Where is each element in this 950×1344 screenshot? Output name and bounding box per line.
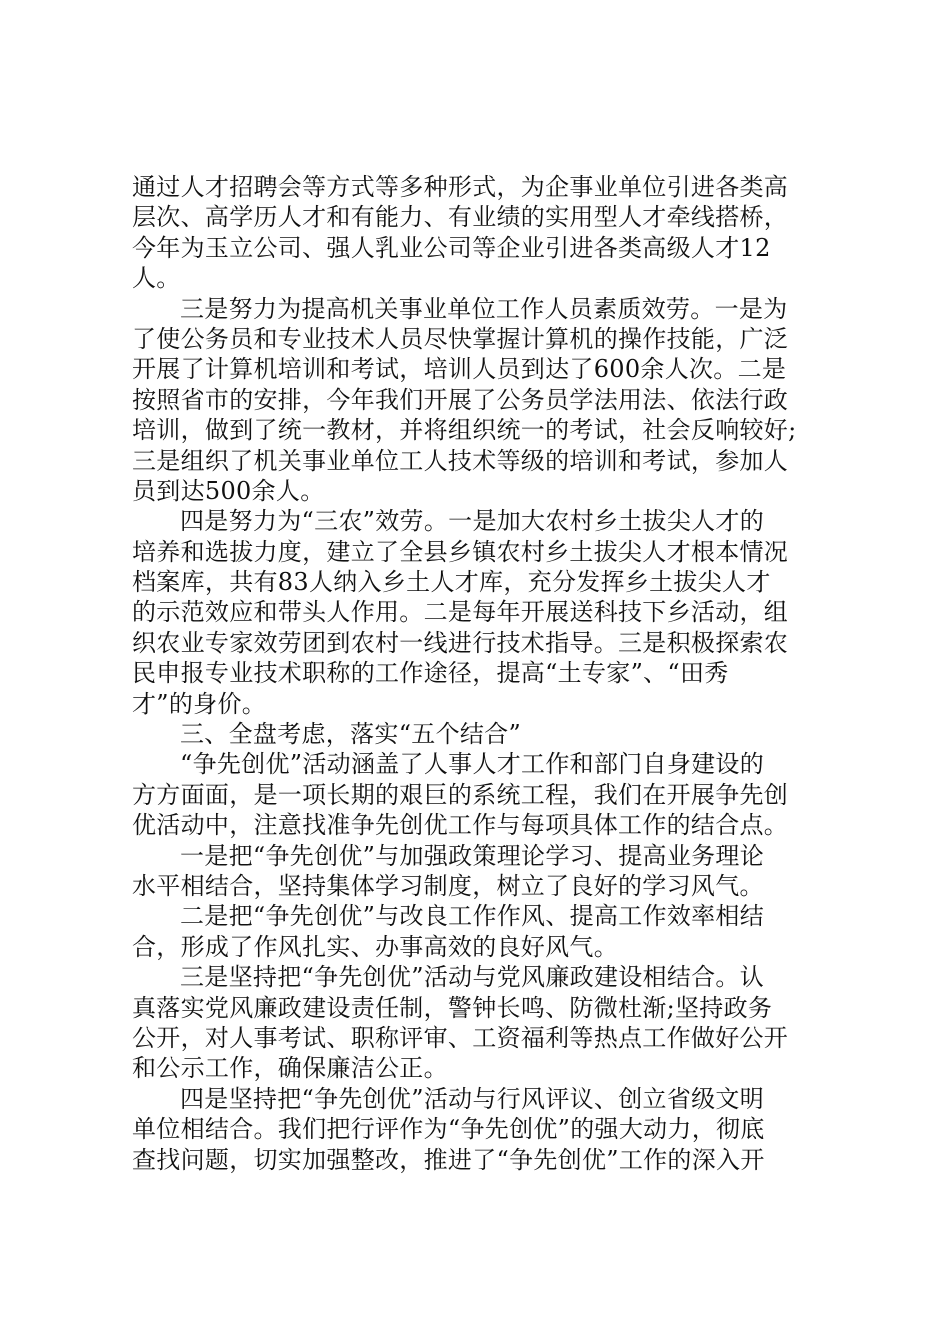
section-heading: 三、全盘考虑，落实“五个结合” [180, 720, 522, 749]
paragraph-start-line: 二是把“争先创优”与改良工作作风、提高工作效率相结 [180, 902, 765, 931]
paragraph-start-line: 三是坚持把“争先创优”活动与党风廉政建设相结合。认 [180, 963, 765, 992]
text-line: 方方面面，是一项长期的艰巨的系统工程，我们在开展争先创 [132, 780, 789, 809]
text-line: 的示范效应和带头人作用。二是每年开展送科技下乡活动，组 [132, 598, 789, 627]
paragraph-start-line: “争先创优”活动涵盖了人事人才工作和部门自身建设的 [180, 750, 765, 779]
text-line: 了使公务员和专业技术人员尽快掌握计算机的操作技能，广泛 [132, 324, 789, 353]
paragraph-start-line: 四是努力为“三农”效劳。一是加大农村乡土拔尖人才的 [180, 507, 765, 536]
text-line: 档案库，共有83人纳入乡土人才库，充分发挥乡土拔尖人才 [132, 568, 771, 597]
text-line: 才”的身价。 [132, 689, 267, 718]
text-line: 人。 [132, 264, 181, 293]
text-line: 通过人才招聘会等方式等多种形式，为企事业单位引进各类高 [132, 173, 789, 201]
text-line: 公开，对人事考试、职称评审、工资福利等热点工作做好公开 [132, 1023, 789, 1052]
text-line: 员到达500余人。 [132, 476, 325, 505]
paragraph-start-line: 三是努力为提高机关事业单位工作人员素质效劳。一是为 [180, 294, 788, 323]
text-line: 优活动中，注意找准争先创优工作与每项具体工作的结合点。 [132, 811, 789, 840]
text-line: 开展了计算机培训和考试，培训人员到达了600余人次。二是 [132, 355, 787, 384]
text-line: 按照省市的安排，今年我们开展了公务员学法用法、依法行政 [132, 385, 789, 414]
text-line: 今年为玉立公司、强人乳业公司等企业引进各类高级人才12 [132, 233, 771, 262]
paragraph-start-line: 一是把“争先创优”与加强政策理论学习、提高业务理论 [180, 841, 765, 870]
text-line: 织农业专家效劳团到农村一线进行技术指导。三是积极探索农 [132, 628, 789, 657]
document-body [132, 172, 822, 1175]
text-line: 和公示工作，确保廉洁公正。 [132, 1054, 448, 1083]
text-line: 单位相结合。我们把行评作为“争先创优”的强大动力，彻底 [132, 1115, 765, 1144]
text-line: 民申报专业技术职称的工作途径，提高“土专家”、“田秀 [132, 659, 729, 688]
text-line: 三是组织了机关事业单位工人技术等级的培训和考试，参加人 [132, 446, 789, 475]
text-line: 真落实党风廉政建设责任制，警钟长鸣、防微杜渐;坚持政务 [132, 993, 773, 1022]
text-line: 查找问题，切实加强整改，推进了“争先创优”工作的深入开 [132, 1145, 765, 1174]
paragraph-start-line: 四是坚持把“争先创优”活动与行风评议、创立省级文明 [180, 1084, 765, 1113]
text-line: 培养和选拔力度，建立了全县乡镇农村乡土拔尖人才根本情况 [132, 537, 789, 566]
text-line: 合，形成了作风扎实、办事高效的良好风气。 [132, 932, 618, 961]
text-line: 培训，做到了统一教材，并将组织统一的考试，社会反响较好; [132, 416, 797, 445]
text-line: 水平相结合，坚持集体学习制度，树立了良好的学习风气。 [132, 871, 764, 900]
text-line: 层次、高学历人才和有能力、有业绩的实用型人才牵线搭桥， [132, 203, 789, 232]
